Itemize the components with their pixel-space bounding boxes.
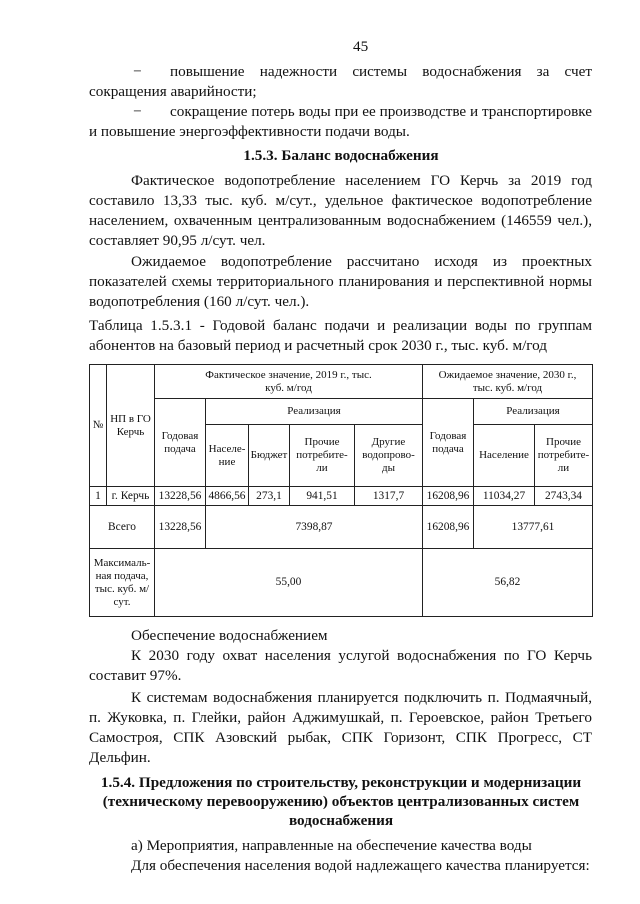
section-heading: 1.5.3. Баланс водоснабжения	[243, 147, 439, 164]
section-heading: (техническому перевооружению) объектов централизованных систем	[102, 793, 580, 810]
cell-annual-2019: 13228,56	[158, 489, 202, 502]
header-budget: Бюджет	[250, 449, 288, 461]
cell-settlement: г. Керчь	[111, 489, 150, 502]
header-other-consumers: Прочие потребите-ли	[537, 436, 590, 474]
header-settlement: НП в ГО Керчь	[110, 412, 151, 438]
paragraph-line: составляет 90,95 л/сут. чел.	[89, 232, 266, 249]
paragraph-line: п. Жуковка, п. Глейки, район Аджимушкай, п. Героевское, район Третьего	[89, 709, 592, 726]
header-annual-supply: Годовая подача	[161, 429, 199, 455]
header-realization: Реализация	[506, 405, 560, 417]
paragraph-line: населением, охваченным централизованным водоснабжением (146559 чел.),	[89, 212, 592, 229]
cell-population-2019: 4866,56	[208, 489, 246, 502]
cell-other-consumers-2030: 2743,34	[544, 489, 583, 502]
max-supply-label: Максималь-ная подача, тыс. куб. м/сут.	[93, 556, 151, 608]
cell-other-consumers-2019: 941,51	[306, 489, 338, 502]
paragraph-line: составило 13,33 тыс. куб. м/сут., удельное фактическое водопотребление	[89, 192, 592, 209]
total-realization-2030: 13777,61	[511, 520, 555, 533]
page-number: 45	[353, 38, 369, 55]
max-supply-2019: 55,00	[275, 576, 302, 588]
header-other-water-systems: Другие водопрово-ды	[362, 436, 415, 474]
cell-population-2030: 11034,27	[482, 489, 526, 502]
total-label: Всего	[108, 520, 136, 533]
bullet-marker: −	[133, 103, 142, 120]
max-supply-2030: 56,82	[494, 576, 521, 588]
header-annual-supply: Годовая подача	[429, 429, 467, 455]
paragraph-line: К 2030 году охват населения услугой водоснабжения по ГО Керчь	[131, 647, 592, 664]
paragraph-line: Дельфин.	[89, 749, 151, 766]
total-annual-2019: 13228,56	[158, 520, 202, 533]
section-heading: водоснабжения	[288, 812, 394, 829]
cell-other-water-2019: 1317,7	[372, 489, 405, 502]
header-population: Население	[479, 449, 529, 461]
paragraph-line: Ожидаемое водопотребление рассчитано исходя из проектных	[131, 253, 592, 270]
table-caption: абонентов на базовый период и расчетный срок 2030 г., тыс. куб. м/год	[89, 337, 548, 354]
balance-table	[89, 364, 593, 617]
header-expected-2030: Ожидаемое значение, 2030 г., тыс. куб. м/год	[438, 368, 577, 394]
bullet-line: и повышение энергоэффективности подачи воды.	[89, 123, 410, 140]
bullet-line: повышение надежности системы водоснабжения за счет	[170, 63, 592, 80]
table-caption: Таблица 1.5.3.1 - Годовой баланс подачи и реализации воды по группам	[89, 317, 592, 334]
paragraph-line: показателей схемы территориального планирования и перспективной нормы	[89, 273, 592, 290]
cell-annual-2030: 16208,96	[426, 489, 470, 502]
cell-budget-2019: 273,1	[256, 489, 282, 502]
paragraph-line: Для обеспечения населения водой надлежащего качества планируется:	[131, 857, 590, 874]
paragraph-line: К системам водоснабжения планируется подключить п. Подмаячный,	[131, 689, 592, 706]
section-heading: 1.5.4. Предложения по строительству, реконструкции и модернизации	[100, 774, 582, 791]
bullet-marker: −	[133, 63, 142, 80]
total-annual-2030: 16208,96	[426, 520, 470, 533]
cell-number: 1	[95, 489, 101, 502]
total-realization-2019: 7398,87	[295, 520, 333, 533]
paragraph-line: составит 97%.	[89, 667, 182, 684]
bullet-line: сокращения аварийности;	[89, 83, 257, 100]
header-actual-2019: Фактическое значение, 2019 г., тыс. куб. м/год	[205, 368, 372, 394]
paragraph-line: водопотребления (160 л/сут. чел.).	[89, 293, 310, 310]
paragraph-line: Самостроя, СПК Азовский рыбак, СПК Горизонт, СПК Прогресс, СТ	[89, 729, 592, 746]
header-realization: Реализация	[287, 405, 341, 417]
paragraph-line: Фактическое водопотребление населением ГО Керчь за 2019 год	[131, 172, 592, 189]
bullet-line: сокращение потерь воды при ее производстве и транспортировке	[170, 103, 592, 120]
header-number: №	[92, 419, 104, 431]
list-item: а) Мероприятия, направленные на обеспечение качества воды	[131, 837, 532, 854]
header-other-consumers: Прочие потребите-ли	[296, 436, 348, 474]
subheading: Обеспечение водоснабжением	[131, 627, 328, 644]
header-population: Населе-ние	[208, 442, 246, 468]
